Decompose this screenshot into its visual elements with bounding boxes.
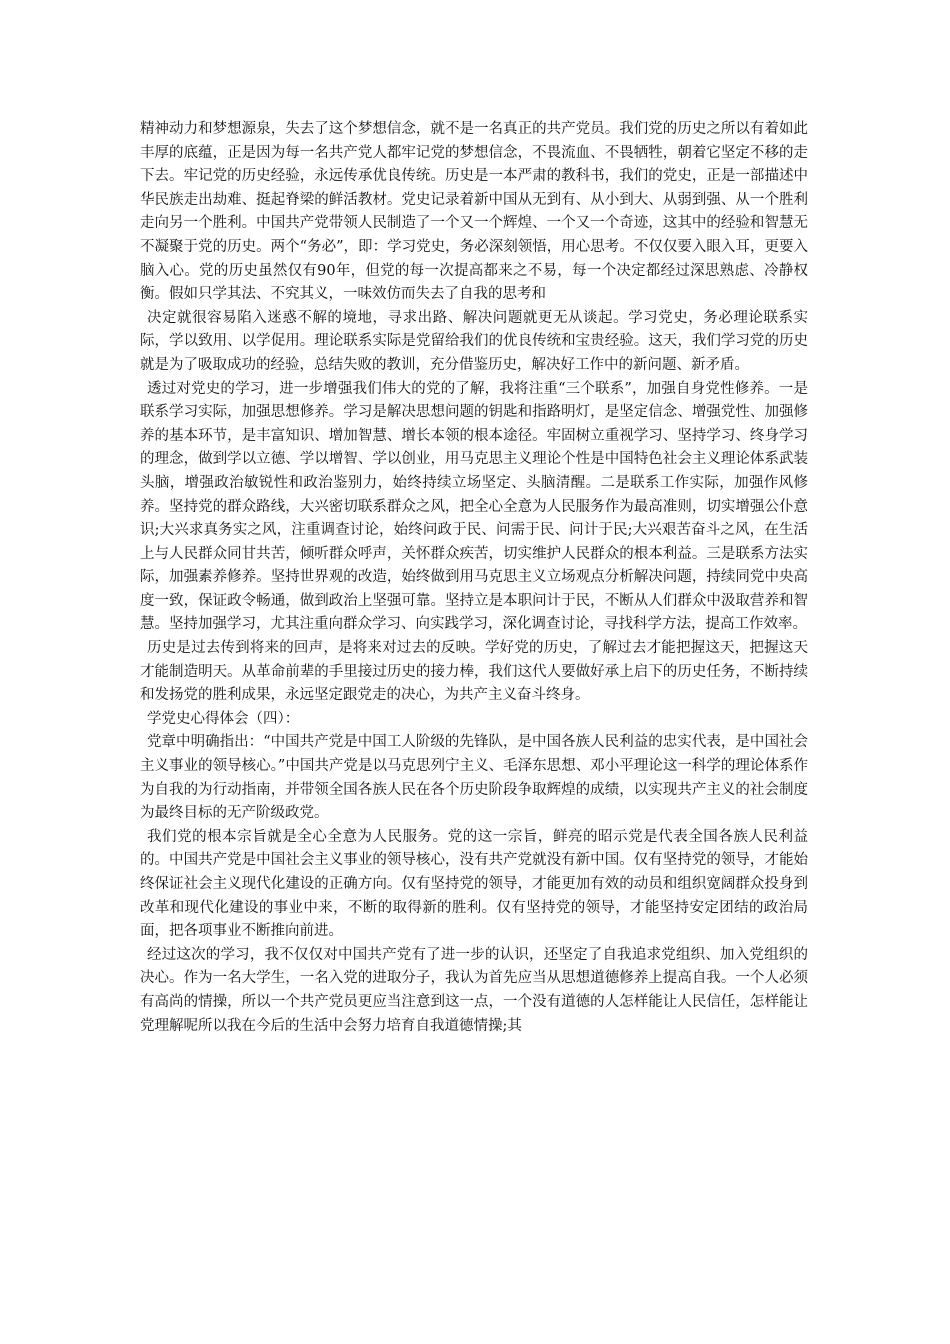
section-heading: 学党史心得体会（四）：	[147, 710, 300, 727]
paragraph: 我们党的根本宗旨就是全心全意为人民服务。党的这一宗旨，鲜亮的昭示党是代表全国各族人民利益的。中国共产党是中国社会主义事业的领导核心，没有共产党就没有新中国。仅有坚持党的领导，才能始终保证社会主义现代化建设的正确方向。仅有坚持党的领导，才能更加有效的动员和组织宽阔群众投身到改革和现代化建设的事业中来，不断的取得新的胜利。仅有坚持党的领导，才能坚持安定团结的政治局面，把各项事业不断推向前进。	[140, 828, 808, 940]
document-page	[140, 118, 808, 1038]
paragraph: 决定就很容易陷入迷惑不解的境地，寻求出路、解决问题就更无从谈起。学习党史，务必理论联系实际，学以致用、以学促用。理论联系实际是党留给我们的优良传统和宝贵经验。这天，我们学习党的历史就是为了吸取成功的经验，总结失败的教训，充分借鉴历史，解决好工作中的新问题、新矛盾。	[140, 309, 808, 373]
paragraph: 透过对党史的学习，进一步增强我们伟大的党的了解，我将注重“三个联系”，加强自身党性修养。一是联系学习实际，加强思想修养。学习是解决思想问题的钥匙和指路明灯，是坚定信念、增强党性、加强修养的基本环节，是丰富知识、增加智慧、增长本领的根本途径。牢固树立重视学习、坚持学习、终身学习的理念，做到学以立德、学以增智、学以创业，用马克思主义理论个性是中国特色社会主义理论体系武装头脑，增强政治敏锐性和政治鉴别力，始终持续立场坚定、头脑清醒。二是联系工作实际，加强作风修养。坚持党的群众路线，大兴密切联系群众之风，把全心全意为人民服务作为最高准则，切实增强公仆意识;大兴求真务实之风，注重调查讨论，始终问政于民、问需于民、问计于民;大兴艰苦奋斗之风，在生活上与人民群众同甘共苦，倾听群众呼声，关怀群众疾苦，切实维护人民群众的根本利益。三是联系方法实际，加强素养修养。坚持世界观的改造，始终做到用马克思主义立场观点分析解决问题，持续同党中央高度一致，保证政令畅通，做到政治上坚强可靠。坚持立是本职问计于民，不断从人们群众中汲取营养和智慧。坚持加强学习，尤其注重向群众学习、向实践学习，深化调查讨论，寻找科学方法，提高工作效率。	[140, 380, 808, 633]
paragraph: 历史是过去传到将来的回声，是将来对过去的反映。学好党的历史，了解过去才能把握这天，把握这天才能制造明天。从革命前辈的手里接过历史的接力棒，我们这代人要做好承上启下的历史任务，不断持续和发扬党的胜利成果，永远坚定跟党走的决心，为共产主义奋斗终身。	[140, 640, 808, 704]
paragraph-continuation: 精神动力和梦想源泉，失去了这个梦想信念，就不是一名真正的共产党员。我们党的历史之所以有着如此丰厚的底蕴，正是因为每一名共产党人都牢记党的梦想信念，不畏流血、不畏牺牲，朝着它坚定不移的走下去。牢记党的历史经验，永远传承优良传统。历史是一本严肃的教科书，我们的党史，正是一部描述中华民族走出劫难、挺起脊梁的鲜活教材。党史记录着新中国从无到有、从小到大、从弱到强、从一个胜利走向另一个胜利。中国共产党带领人民制造了一个又一个辉煌、一个又一个奇迹，这其中的经验和智慧无不凝聚于党的历史。两个“务必”，即：学习党史，务必深刻领悟，用心思考。不仅仅要入眼入耳，更要入脑入心。党的历史虽然仅有90年，但党的每一次提高都来之不易，每一个决定都经过深思熟虑、冷静权衡。假如只学其法、不究其义，一味效仿而失去了自我的思考和	[140, 121, 808, 303]
paragraph: 经过这次的学习，我不仅仅对中国共产党有了进一步的认识，还坚定了自我追求党组织、加入党组织的决心。作为一名大学生，一名入党的进取分子，我认为首先应当从思想道德修养上提高自我。一个人必须有高尚的情操，所以一个共产党员更应当注意到这一点，一个没有道德的人怎样能让人民信任，怎样能让党理解呢所以我在今后的生活中会努力培育自我道德情操;其	[140, 946, 808, 1034]
paragraph: 党章中明确指出：“中国共产党是中国工人阶级的先锋队，是中国各族人民利益的忠实代表，是中国社会主义事业的领导核心。”中国共产党是以马克思列宁主义、毛泽东思想、邓小平理论这一科学的理论体系作为自我的为行动指南，并带领全国各族人民在各个历史阶段争取辉煌的成绩，以实现共产主义的社会制度为最终目标的无产阶级政党。	[140, 734, 808, 822]
